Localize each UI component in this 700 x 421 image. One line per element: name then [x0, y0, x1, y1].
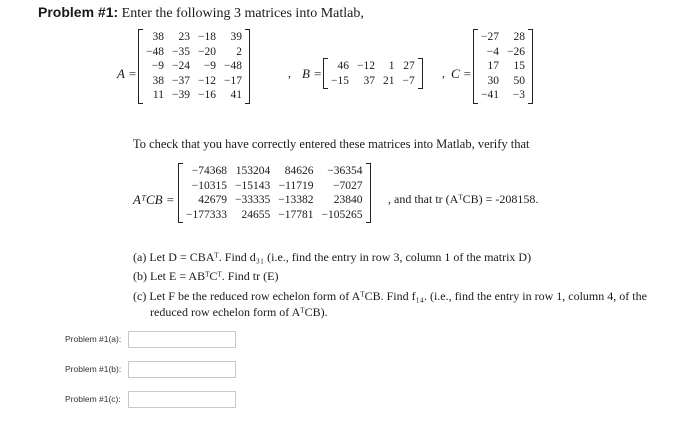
check-matrix-cell: 42679 — [198, 194, 227, 207]
matrix-b-row — [327, 74, 419, 89]
matrix-b-cell: 46 — [337, 60, 349, 72]
matrix-c-row — [477, 30, 529, 45]
check-matrix-left-bracket — [178, 163, 183, 223]
matrix-a-cell: −48 — [146, 45, 164, 58]
matrix-a-cell: 11 — [152, 89, 164, 102]
matrix-a-row — [142, 74, 246, 89]
matrix-a-cell: 38 — [152, 74, 164, 87]
answer-c-label: Problem #1(c): — [65, 394, 121, 404]
matrix-b-row — [327, 59, 419, 74]
answer-b-input[interactable] — [128, 361, 236, 378]
matrix-a-row — [142, 59, 246, 74]
check-matrix — [178, 163, 371, 223]
matrix-b-cell: 1 — [388, 60, 395, 72]
check-matrix-cell: 23840 — [333, 194, 363, 207]
matrix-c-cell: 17 — [487, 60, 499, 73]
answer-b-label: Problem #1(b): — [65, 364, 122, 374]
matrix-c-row — [477, 45, 529, 60]
check-matrix-cell: −10315 — [191, 179, 227, 192]
matrix-b-left-bracket — [323, 58, 328, 89]
check-matrix-cell: −15143 — [235, 179, 271, 192]
trace-check-text: , and that tr (AᵀCB) = -208158. — [388, 192, 539, 206]
check-matrix-cell: −177333 — [186, 208, 227, 221]
separator-ab: , — [288, 66, 291, 80]
matrix-c-cell: −4 — [486, 45, 499, 58]
matrix-a-row — [142, 88, 246, 103]
check-matrix-right-bracket — [366, 163, 371, 223]
separator-bc: , — [442, 66, 445, 80]
matrix-c-cell: −27 — [481, 31, 499, 43]
check-matrix-label: AᵀCB = — [133, 192, 175, 207]
check-matrix-row — [182, 164, 367, 179]
matrix-b-cell: −7 — [402, 74, 415, 87]
check-matrix-table — [182, 164, 367, 222]
matrix-c-cell: 15 — [513, 60, 525, 73]
matrix-c-cell: −3 — [512, 89, 525, 102]
question-c-line1: (c) Let F be the reduced row echelon form of AᵀCB. Find f₁₄. (i.e., find the entry in row 1, column 4, of the — [133, 289, 647, 303]
matrix-a-right-bracket — [245, 29, 250, 104]
matrix-a-cell: 38 — [152, 31, 164, 43]
problem-instruction: Enter the following 3 matrices into Matlab, — [121, 6, 364, 21]
problem-number: Problem #1: — [38, 4, 119, 20]
check-matrix-cell: −7027 — [333, 179, 363, 192]
matrix-b-cell: −12 — [357, 60, 375, 72]
check-matrix-cell: 24655 — [241, 208, 271, 221]
matrix-c-table — [477, 30, 529, 103]
matrix-a-row — [142, 30, 246, 45]
problem-heading — [38, 4, 364, 22]
answer-c-input[interactable] — [128, 391, 236, 408]
matrix-c-row — [477, 74, 529, 89]
check-matrix-cell: −74368 — [191, 165, 227, 177]
matrix-c-right-bracket — [528, 29, 533, 104]
matrix-a-cell: −39 — [172, 89, 190, 102]
matrix-a-table — [142, 30, 246, 103]
matrix-b-label: B = — [302, 66, 322, 81]
matrix-a-cell: −48 — [224, 60, 242, 73]
matrix-c-row — [477, 88, 529, 103]
matrix-a-cell: −16 — [198, 89, 216, 102]
matrix-b-table — [327, 59, 419, 88]
matrix-a-cell: 41 — [230, 89, 242, 102]
matrix-b — [323, 58, 423, 89]
matrix-b-cell: 27 — [403, 60, 415, 72]
matrix-b-cell: 37 — [363, 74, 375, 87]
matrix-a — [138, 29, 250, 104]
check-matrix-cell: −13382 — [278, 194, 314, 207]
check-matrix-cell: −33335 — [235, 194, 271, 207]
check-intro: To check that you have correctly entered these matrices into Matlab, verify that — [133, 137, 530, 151]
answer-a-input[interactable] — [128, 331, 236, 348]
question-c-line2: reduced row echelon form of AᵀCB). — [150, 305, 328, 319]
matrix-b-right-bracket — [418, 58, 423, 89]
matrix-a-left-bracket — [138, 29, 143, 104]
answer-a-label: Problem #1(a): — [65, 334, 122, 344]
check-matrix-cell: −105265 — [321, 208, 363, 221]
matrix-a-cell: −18 — [198, 31, 216, 43]
matrix-b-cell: −15 — [331, 74, 349, 87]
matrix-a-cell: −9 — [151, 60, 164, 73]
matrix-c-cell: 30 — [487, 74, 499, 87]
matrix-a-cell: −9 — [203, 60, 216, 73]
matrix-c-row — [477, 59, 529, 74]
question-a: (a) Let D = CBAᵀ. Find d₃₁ (i.e., find the entry in row 3, column 1 of the matrix D) — [133, 250, 532, 264]
matrix-c-cell: −26 — [507, 45, 525, 58]
matrix-a-cell: −35 — [172, 45, 190, 58]
matrix-c-cell: 28 — [513, 31, 525, 43]
matrix-a-label: A = — [117, 66, 137, 81]
matrix-a-row — [142, 45, 246, 60]
matrix-a-cell: −24 — [172, 60, 190, 73]
matrix-a-cell: −37 — [172, 74, 190, 87]
question-b: (b) Let E = ABᵀCᵀ. Find tr (E) — [133, 269, 279, 283]
matrix-a-cell: 2 — [236, 45, 242, 58]
matrix-a-cell: 23 — [178, 31, 190, 43]
matrix-a-cell: −12 — [198, 74, 216, 87]
check-matrix-cell: −36354 — [327, 165, 363, 177]
check-matrix-row — [182, 179, 367, 194]
matrix-b-cell: 21 — [383, 74, 395, 87]
check-matrix-cell: −17781 — [278, 208, 314, 221]
matrix-a-cell: 39 — [230, 31, 242, 43]
matrix-c-left-bracket — [473, 29, 478, 104]
matrix-a-cell: −20 — [198, 45, 216, 58]
matrix-c-label: C = — [451, 66, 472, 81]
check-matrix-cell: 153204 — [235, 165, 271, 177]
check-matrix-cell: −11719 — [278, 179, 314, 192]
matrix-c — [473, 29, 533, 104]
check-matrix-cell: 84626 — [284, 165, 314, 177]
check-matrix-row — [182, 193, 367, 208]
matrix-a-cell: −17 — [224, 74, 242, 87]
check-matrix-row — [182, 208, 367, 223]
matrix-c-cell: 50 — [513, 74, 525, 87]
matrix-c-cell: −41 — [481, 89, 499, 102]
